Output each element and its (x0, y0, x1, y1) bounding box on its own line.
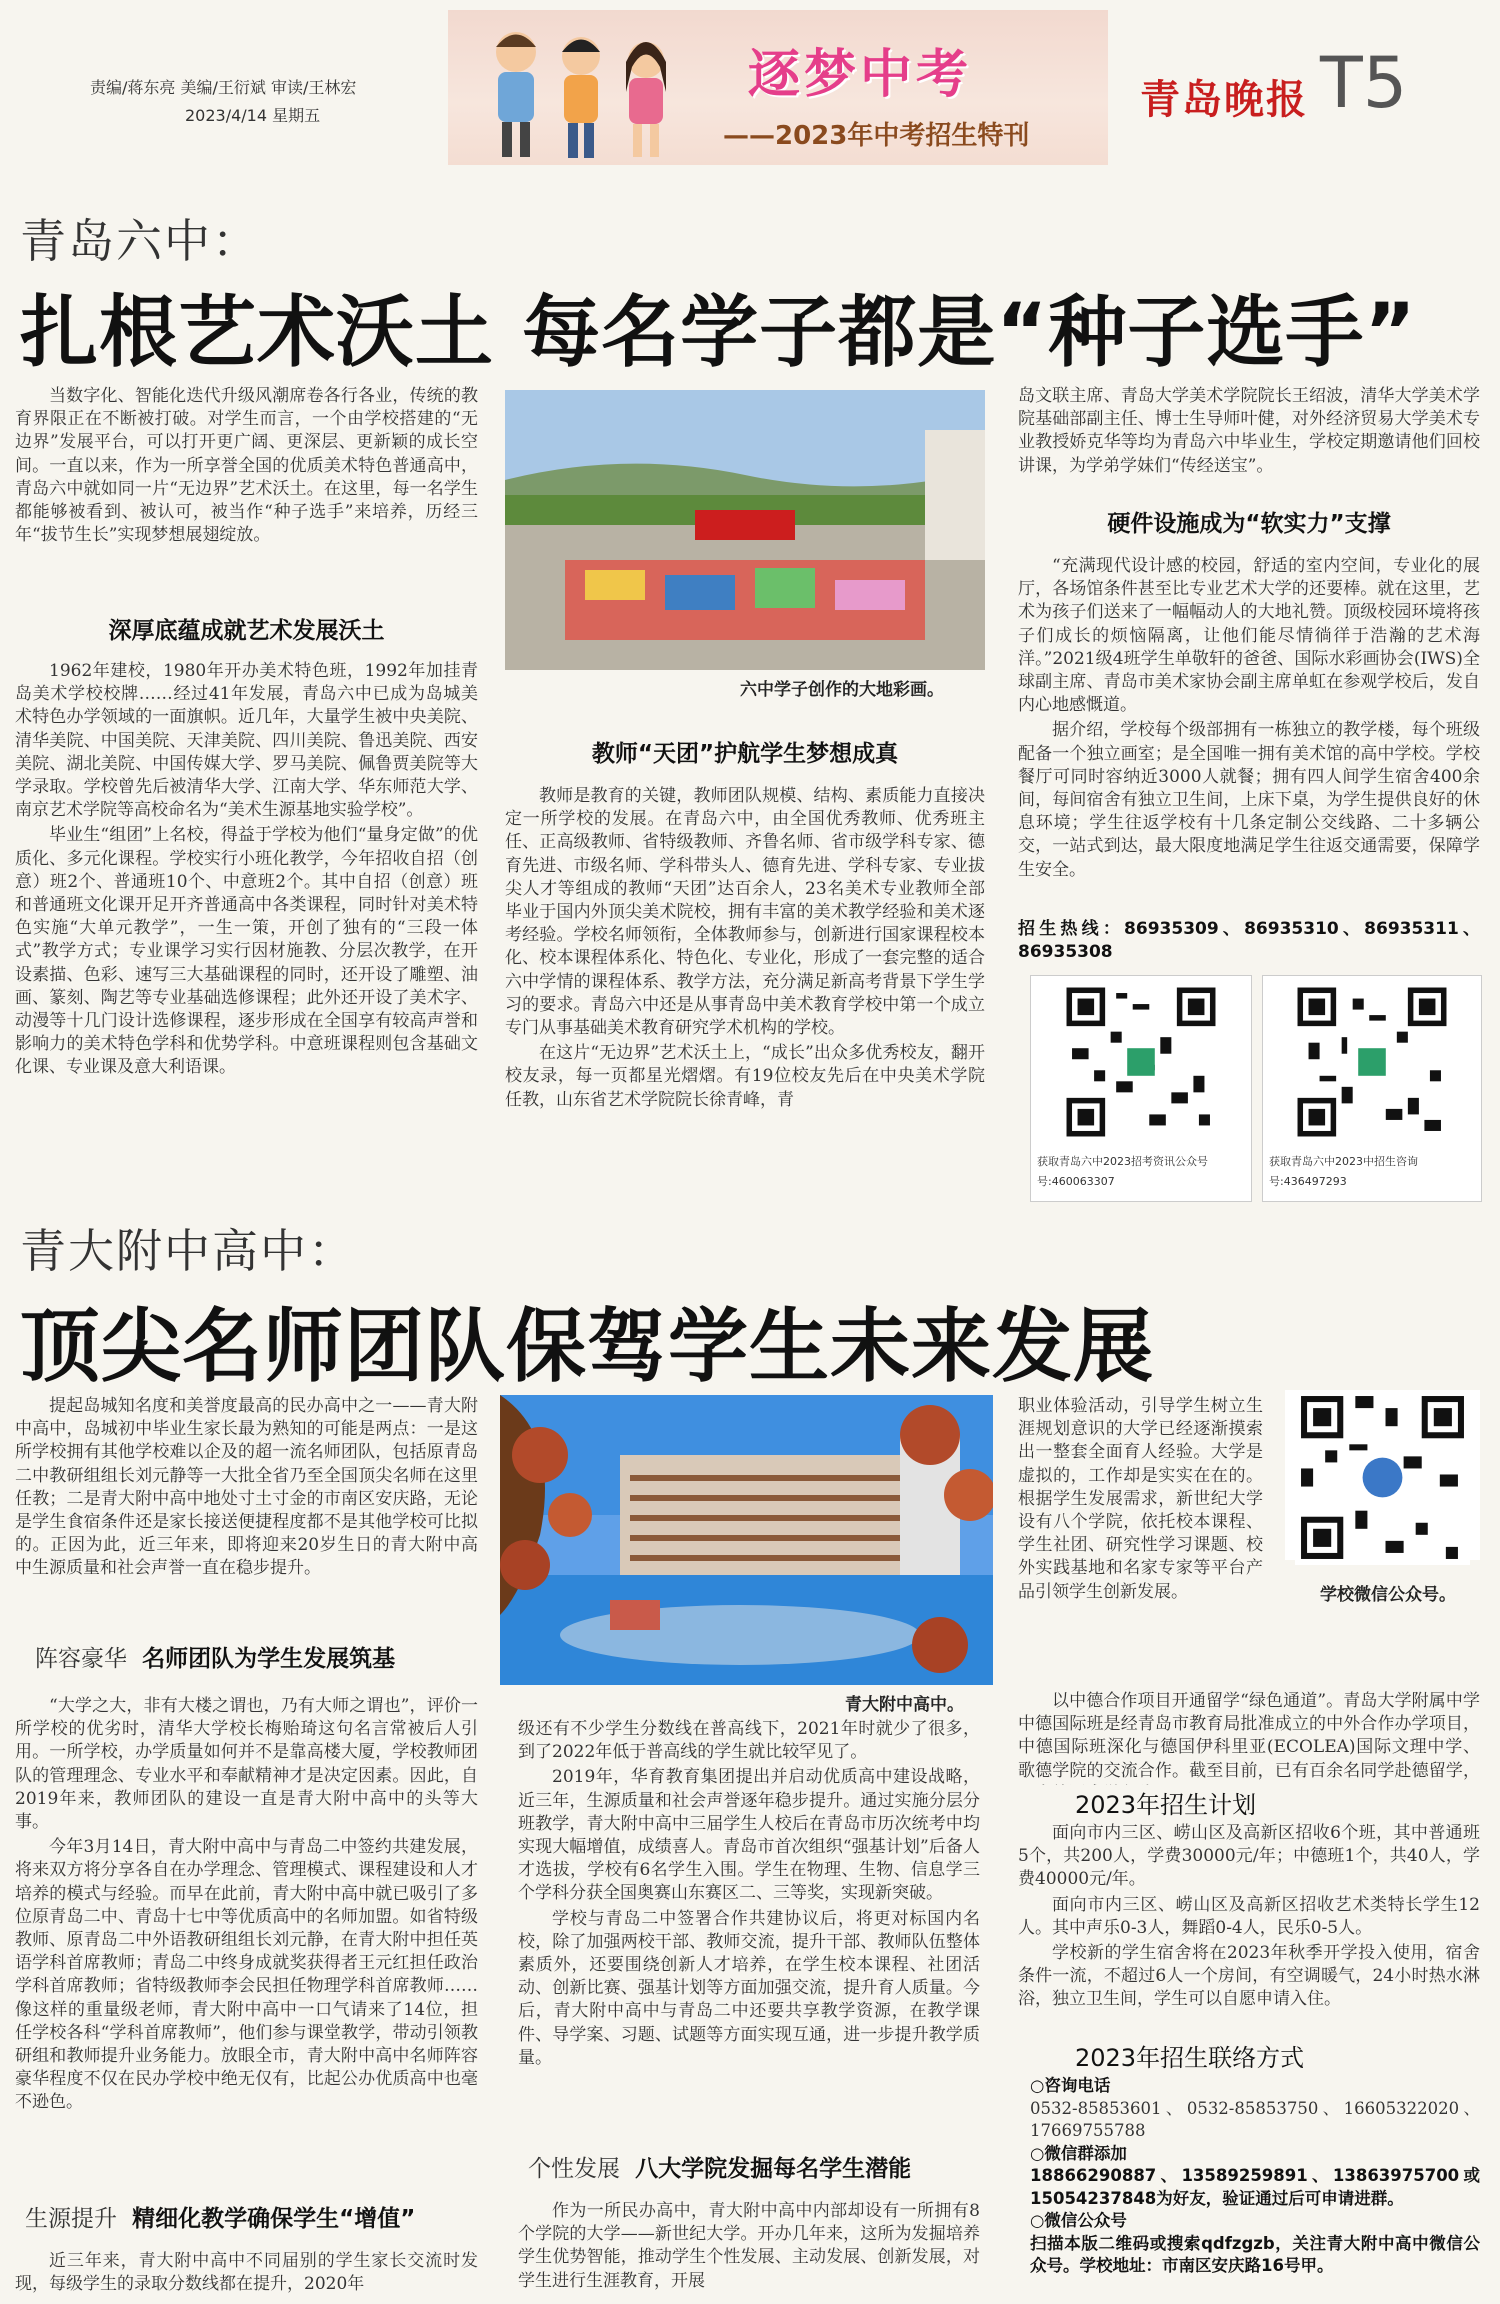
article1-subhead-2: 教师“天团”护航学生梦想成真 (591, 741, 899, 767)
phone-numbers: 0532-85853601、0532-85853750、16605322020、17669755788 (1030, 2098, 1480, 2140)
wechat-qr-code (1285, 1390, 1480, 1560)
paragraph: 面向市内三区、崂山区及高新区招收艺术类特长学生12人。其中声乐0-3人，舞蹈0-4人，民乐0-5人。 (1018, 1894, 1480, 1938)
paragraph: “大学之大，非有大楼之谓也，乃有大师之谓也”，评价一所学校的优劣时，清华大学校长梅贻琦这句名言常被后人引用。一所学校，办学质量如何并不是靠高楼大厦，学校教师团队的管理理念、专业水平和奉献精神才是决定因素。因此，自2019年来，教师团队的建设一直是青大附中高中的头等大事。 (15, 1696, 478, 1833)
newspaper-name: 青岛晚报 (1140, 76, 1308, 123)
article1-photo-caption: 六中学子创作的大地彩画。 (740, 680, 944, 700)
contact-title: 2023年招生联络方式 (1075, 2044, 1305, 2072)
article1-column-3-top (1018, 385, 1480, 481)
qr-code (1061, 982, 1221, 1142)
subhead-text: 八大学院发掘每名学生潜能 (635, 2156, 912, 2182)
paragraph: 学校新的学生宿舍将在2023年秋季开学投入使用，宿舍条件一流，不超过6人一个房间，有空调暖气，24小时热水淋浴，独立卫生间，学生可以自愿申请入住。 (1018, 1943, 1480, 2010)
wechat-public-text: 扫描本版二维码或搜索qdfzgzb，关注青大附中高中微信公众号。学校地址：市南区安庆路16号甲。 (1030, 2233, 1480, 2275)
paragraph: 据介绍，学校每个级部拥有一栋独立的教学楼，每个班级配备一个独立画室；是全国唯一拥有美术馆的高中学校。学校餐厅可同时容纳近3000人就餐；拥有四人间学生宿舍400余间，每间宿舍有独立卫生间，上床下桌，为学生提供良好的休息环境；学生往返学校有十几条定制公交线路、二十多辆公交，一站式到达，最大限度地满足学生往返交通需要，保障学生安全。 (1018, 720, 1480, 880)
article1-kicker: 青岛六中： (20, 214, 260, 268)
paragraph: 近三年来，青大附中高中不同届别的学生家长交流时发现，每级学生的录取分数线都在提升，2020年 (15, 2251, 478, 2295)
article1-subhead-1: 深厚底蕴成就艺术发展沃土 (108, 618, 385, 644)
article2-column-1-end (15, 2250, 478, 2300)
paragraph: 教师是教育的关键，教师团队规模、结构、素质能力直接决定一所学校的发展。在青岛六中，由全国优秀教师、优秀班主任、正高级教师、省特级教师、齐鲁名师、省市级学科专家、德育先进、市级名师、学科带头人、德育先进、学科专家、专业拔尖人才等组成的教师“天团”达百余人，23名美术专业教师全部毕业于国内外顶尖美术院校，拥有丰富的美术教学经验和美术逐考经验。学校名师领衔，全体教师参与，创新进行国家课程校本化、校本课程体系化、特色化、专业化，形成了一套完整的适合六中学情的课程体系、教学方法，充分满足新高考背景下学生学习的要求。青岛六中还是从事青岛中美术教育学校中第一个成立专门从事基础美术教育研究学术机构的学校。 (505, 786, 985, 1039)
paragraph: 岛文联主席、青岛大学美术学院院长王绍波，清华大学美术学院基础部副主任、博士生导师叶健，对外经济贸易大学美术专业教授娇克华等均为青岛六中毕业生，学校定期邀请他们回校讲课，为学弟学妹们“传经送宝”。 (1018, 386, 1480, 476)
wechat-group-text: 18866290887、13589259891、13863975700或15054237848为好友，验证通过后可申请进群。 (1030, 2166, 1480, 2208)
paragraph: “充满现代设计感的校园，舒适的室内空间，专业化的展厅，各场馆条件甚至比专业艺术大学的还要棒。就在这里，艺术为孩子们送来了一幅幅动人的大地礼赞。顶级校园环境将孩子们成长的烦恼隔离，让他们能尽情徜徉于浩瀚的艺术海洋。”2021级4班学生单敬轩的爸爸、国际水彩画协会(IWS)全球副主席、青岛市美术家协会副主席单虹在参观学校后，发自内心地感慨道。 (1018, 556, 1480, 716)
page-number: T5 (1320, 42, 1408, 124)
article2-photo-caption: 青大附中高中。 (845, 1695, 964, 1715)
article2-column-3-top (1018, 1395, 1263, 1685)
issue-date: 2023/4/14 星期五 (185, 106, 321, 125)
wechat-group-label: ○微信群添加 (1030, 2143, 1127, 2163)
enrollment-plan-title: 2023年招生计划 (1075, 1791, 1257, 1819)
article2-kicker: 青大附中高中： (20, 1224, 356, 1278)
paragraph: 以中德合作项目开通留学“绿色通道”。青岛大学附属中学中德国际班是经青岛市教育局批准成立的中外合作办学项目，中德国际班深化与德国伊科里亚(ECOLEA)国际文理中学、歌德学院的交流合作。截至目前，已有百余名同学赴德留学， (1018, 1691, 1480, 1781)
article1-subhead-3: 硬件设施成为“软实力”支撑 (1107, 511, 1391, 537)
paragraph: 学校与青岛二中签署合作共建协议后，将更对标国内名校，除了加强两校干部、教师交流，提升干部、教师队伍整体素质外，还要围绕创新人才培养，在学生校本课程、社团活动、创新比赛、强基计划等方面加强交流，提升育人质量。今后，青大附中高中与青岛二中还要共享教学资源，在教学课件、导学案、习题、试题等方面实现互通，进一步提升教学质量。 (518, 1908, 980, 2068)
qr-code-panel-2 (1262, 975, 1482, 1202)
paragraph: 2019年，华育教育集团提出并启动优质高中建设战略，近三年，生源质量和社会声誉逐年稳步提升。通过实施分层分班教学，青大附中高中三届学生人校后在青岛市历次统考中均实现大幅增值，成绩喜人。青岛市首次组织“强基计划”后备人才选拔，学校有6名学生入围。学生在物理、生物、信息学三个学科分获全国奥赛山东赛区二、三等奖，实现新突破。 (518, 1767, 980, 1904)
article2-subhead-2 (25, 2200, 415, 2233)
article2-column-2-end (518, 2200, 980, 2300)
article2-column-2 (518, 1718, 980, 2138)
article2-column-3-mid (1018, 1690, 1480, 1785)
paragraph: 当数字化、智能化迭代升级风潮席卷各行各业，传统的教育界限正在不断被打破。对学生而言，一个由学校搭建的“无边界”发展平台，可以打开更广阔、更深层、更新颖的成长空间。一直以来，作为一所享誉全国的优质美术特色普通高中，青岛六中就如同一片“无边界”艺术沃土。在这里，每一名学生都能够被看到、被认可，被当作“种子选手”来培养，历经三年“拔节生长”实现梦想展翅绽放。 (15, 386, 478, 546)
qr-label-1: 获取青岛六中2023招考资讯公众号 (1037, 1155, 1208, 1168)
subhead-text: 精细化教学确保学生“增值” (132, 2206, 416, 2232)
wechat-qr-caption: 学校微信公众号。 (1320, 1585, 1456, 1605)
credits-block (90, 74, 356, 130)
article1-hotline: 招生热线：86935309、86935310、86935311、86935308 (1018, 919, 1480, 963)
paragraph: 在这片“无边界”艺术沃土上，“成长”出众多优秀校友，翻开校友录，每一页都星光熠熠。有19位校友先后在中央美术学院任教，山东省艺术学院院长徐青峰，青 (505, 1043, 985, 1110)
credits: 责编/蒋东亮 美编/王衍斌 审读/王林宏 (90, 78, 357, 97)
article1-headline: 扎根艺术沃土 每名学子都是“种子选手” (20, 288, 1417, 378)
article1-column-3 (1018, 555, 1480, 915)
paragraph: 作为一所民办高中，青大附中高中内部却设有一所拥有8个学院的大学——新世纪大学。开办几年来，这所为发掘培养学生优势智能，推动学生个性发展、主动发展、创新发展，对学生进行生涯教育，开展 (518, 2201, 980, 2291)
paragraph: 职业体验活动，引导学生树立生涯规划意识的大学已经逐渐摸索出一整套全面育人经验。大学是虚拟的，工作却是实实在在的。根据学生发展需求，新世纪大学设有八个学院，依托校本课程、学生社团、研究性学习课题、校外实践基地和名家专家等平台产品引领学生创新发展。 (1018, 1396, 1263, 1602)
paragraph: 面向市内三区、崂山区及高新区招收6个班，其中普通班5个，共200人，学费30000元/年；中德班1个，共40人，学费40000元/年。 (1018, 1823, 1480, 1890)
qr-id-1: 号:460063307 (1037, 1175, 1115, 1188)
article2-column-1 (15, 1695, 478, 2195)
wechat-public-label: ○微信公众号 (1030, 2211, 1127, 2230)
article1-intro (15, 385, 478, 585)
school-campus-photo (500, 1395, 993, 1685)
subhead-lead: 阵容豪华 (35, 1646, 127, 1672)
enrollment-plan (1018, 1822, 1480, 2027)
article2-headline: 顶尖名师团队保驾学生未来发展 (20, 1300, 1154, 1393)
banner-title: 逐梦中考 (748, 45, 973, 105)
contact-info (1030, 2075, 1480, 2300)
students-illustration (466, 22, 696, 162)
special-issue-banner (448, 10, 1108, 165)
paragraph: 级还有不少学生分数线在普高线下，2021年时就少了很多，到了2022年低于普高线的学生就比较罕见了。 (518, 1719, 980, 1763)
paragraph: 今年3月14日，青大附中高中与青岛二中签约共建发展，将来双方将分享各自在办学理念、管理模式、课程建设和人才培养的模式与经验。而早在此前，青大附中高中就已吸引了多位原青岛二中、青岛十七中等优质高中的名师加盟。如省特级教师、原青岛二中外语教研组组长刘元静，在青大附中担任英语学科首席教师；青岛二中终身成就奖获得者王元红担任政治学科首席教师；省特级教师李会民担任物理学科首席教师……像这样的重量级老师，青大附中高中一口气请来了14位，担任学校各科“学科首席教师”，他们参与课堂教学，带动引领教研组和教师提升业务能力。放眼全市，青大附中高中名师阵容豪华程度不仅在民办学校中绝无仅有，比起公办优质高中也毫不逊色。 (15, 1837, 478, 2113)
banner-subtitle: ——2023年中考招生特刊 (723, 121, 1030, 151)
paragraph: 毕业生“组团”上名校，得益于学校为他们“量身定做”的优质化、多元化课程。学校实行小班化教学，今年招收自招（创意）班2个、普通班10个、中意班2个。其中自招（创意）班和普通班文化课开足开齐普通高中各类课程，同时针对美术特色实施“大单元教学”，一生一策，开创了独有的“三段一体式”教学方式；专业课学习实行因材施教、分层次教学，在开设素描、色彩、速写三大基础课程的同时，还开设了雕塑、油画、篆刻、陶艺等专业基础选修课程；此外还开设了美术字、动漫等十几门设计选修课程，逐步形成在全国享有较高声誉和影响力的美术特色学科和优势学科。中意班课程则包含基础文化课、专业课及意大利语课。 (15, 825, 478, 1078)
article1-column-2 (505, 785, 985, 1195)
article2-subhead-1 (35, 1640, 395, 1673)
qr-code (1292, 982, 1452, 1142)
qr-id-2: 号:436497293 (1269, 1175, 1347, 1188)
qr-label-2: 获取青岛六中2023中招生咨询 (1269, 1155, 1418, 1168)
paragraph: 1962年建校，1980年开办美术特色班，1992年加挂青岛美术学校校牌……经过41年发展，青岛六中已成为岛城美术特色办学领域的一面旗帜。近几年，大量学生被中央美院、清华美院、中国美院、天津美院、四川美院、鲁迅美院、西安美院、湖北美院、中国传媒大学、罗马美院、佩鲁贾美院等大学录取。学校曾先后被清华大学、江南大学、华东师范大学、南京艺术学院等高校命名为“美术生源基地实验学校”。 (15, 661, 478, 821)
subhead-text: 名师团队为学生发展筑基 (142, 1646, 396, 1672)
phone-label: ○咨询电话 (1030, 2076, 1111, 2095)
subhead-lead: 个性发展 (528, 2156, 620, 2182)
article1-column-1 (15, 660, 478, 1195)
article2-subhead-3 (528, 2150, 911, 2183)
qr-code-panel-1 (1030, 975, 1252, 1202)
paragraph: 提起岛城知名度和美誉度最高的民办高中之一——青大附中高中，岛城初中毕业生家长最为熟知的可能是两点：一是这所学校拥有其他学校难以企及的超一流名师团队，包括原青岛二中教研组组长刘元静等一大批全省乃至全国顶尖名师在这里任教；二是青大附中高中地处寸土寸金的市南区安庆路，无论是学生食宿条件还是家长接送便捷程度都不是其他学校可比拟的。正因为此，近三年来，即将迎来20岁生日的青大附中高中生源质量和社会声誉一直在稳步提升。 (15, 1396, 478, 1579)
art-campus-photo (505, 390, 985, 670)
article2-intro (15, 1395, 478, 1625)
subhead-lead: 生源提升 (25, 2206, 117, 2232)
